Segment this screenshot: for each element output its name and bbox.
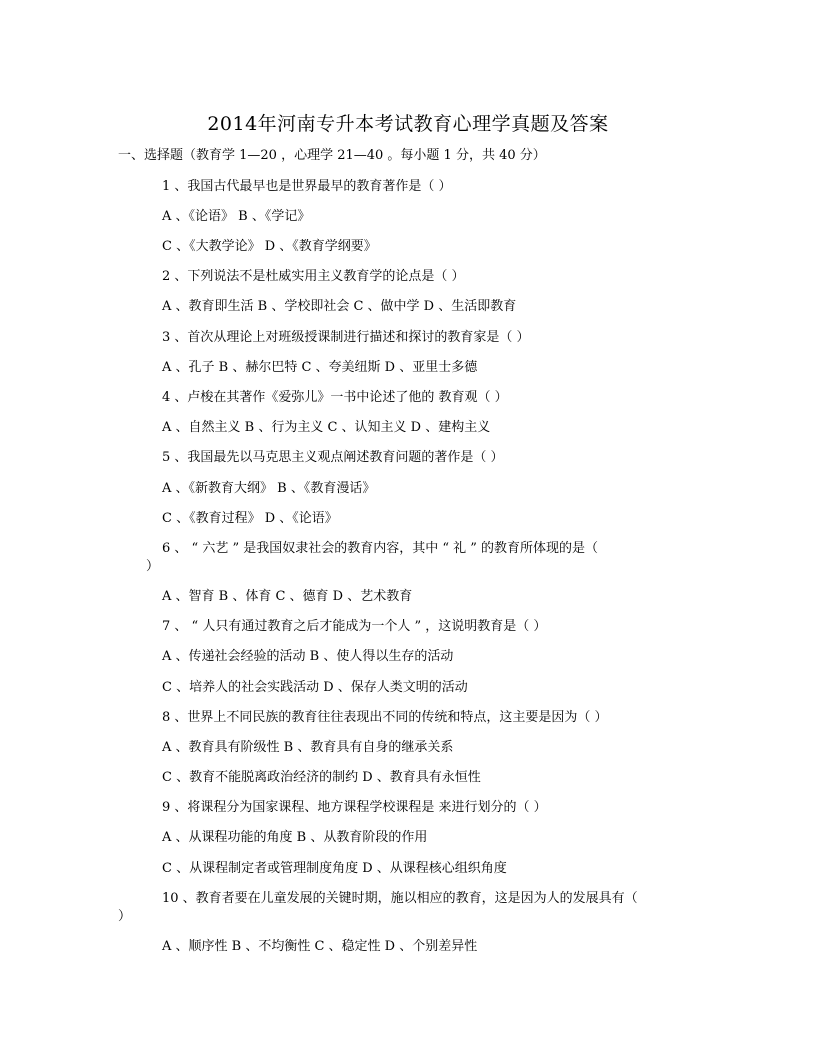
question-5-options-cd: C 、《教育过程》 D 、《论语》 xyxy=(162,511,338,526)
document-title: 2014年河南专升本考试教育心理学真题及答案 xyxy=(207,113,609,135)
question-8-options-cd: C 、教育不能脱离政治经济的制约 D 、教育具有永恒性 xyxy=(162,770,481,785)
question-8: 8 、世界上不同民族的教育往往表现出不同的传统和特点，这主要是因为（ ） xyxy=(162,710,608,725)
question-6-options: A 、智育 B 、体育 C 、德育 D 、艺术教育 xyxy=(162,589,413,604)
question-3-options: A 、孔子 B 、赫尔巴特 C 、夸美纽斯 D 、亚里士多德 xyxy=(162,360,478,375)
question-9-options-ab: A 、从课程功能的角度 B 、从教育阶段的作用 xyxy=(162,830,428,845)
question-1-options-ab: A 、《论语》 B 、《学记》 xyxy=(162,209,311,224)
question-7-options-cd: C 、培养人的社会实践活动 D 、保存人类文明的活动 xyxy=(162,680,468,695)
question-1-options-cd: C 、《大教学论》 D 、《教育学纲要》 xyxy=(162,239,377,254)
question-7-options-ab: A 、传递社会经验的活动 B 、使人得以生存的活动 xyxy=(162,649,454,664)
question-3: 3 、首次从理论上对班级授课制进行描述和探讨的教育家是（ ） xyxy=(162,330,530,345)
question-9-options-cd: C 、从课程制定者或管理制度角度 D 、从课程核心组织角度 xyxy=(162,861,507,876)
question-6: 6 、 “ 六艺 ” 是我国奴隶社会的教育内容，其中 “ 礼 ” 的教育所体现的是（ xyxy=(162,541,599,556)
question-5-options-ab: A 、《新教育大纲》 B 、《教育漫话》 xyxy=(162,481,376,496)
question-6-continuation: ） xyxy=(146,559,160,574)
question-1: 1 、我国古代最早也是世界最早的教育著作是（ ） xyxy=(162,179,452,194)
question-2-options: A 、教育即生活 B 、学校即社会 C 、做中学 D 、生活即教育 xyxy=(162,299,517,314)
question-7: 7 、 “ 人只有通过教育之后才能成为一个人 ” ，这说明教育是（ ） xyxy=(162,619,547,634)
question-10: 10 、教育者要在儿童发展的关键时期，施以相应的教育，这是因为人的发展具有（ xyxy=(162,891,638,906)
question-9: 9 、将课程分为国家课程、地方课程学校课程是 来进行划分的（ ） xyxy=(162,800,547,815)
question-8-options-ab: A 、教育具有阶级性 B 、教育具有自身的继承关系 xyxy=(162,740,454,755)
question-10-continuation: ） xyxy=(118,909,132,924)
question-4-options: A 、自然主义 B 、行为主义 C 、认知主义 D 、建构主义 xyxy=(162,420,491,435)
section-heading: 一、选择题（教育学 1—20 ，心理学 21—40 。每小题 1 分，共 40 分） xyxy=(118,148,546,163)
question-10-options: A 、顺序性 B 、不均衡性 C 、稳定性 D 、个别差异性 xyxy=(162,939,478,954)
question-4: 4 、卢梭在其著作《爱弥儿》一书中论述了他的 教育观（ ） xyxy=(162,390,508,405)
question-5: 5 、我国最先以马克思主义观点阐述教育问题的著作是（ ） xyxy=(162,450,504,465)
question-2: 2 、下列说法不是杜威实用主义教育学的论点是（ ） xyxy=(162,269,465,284)
